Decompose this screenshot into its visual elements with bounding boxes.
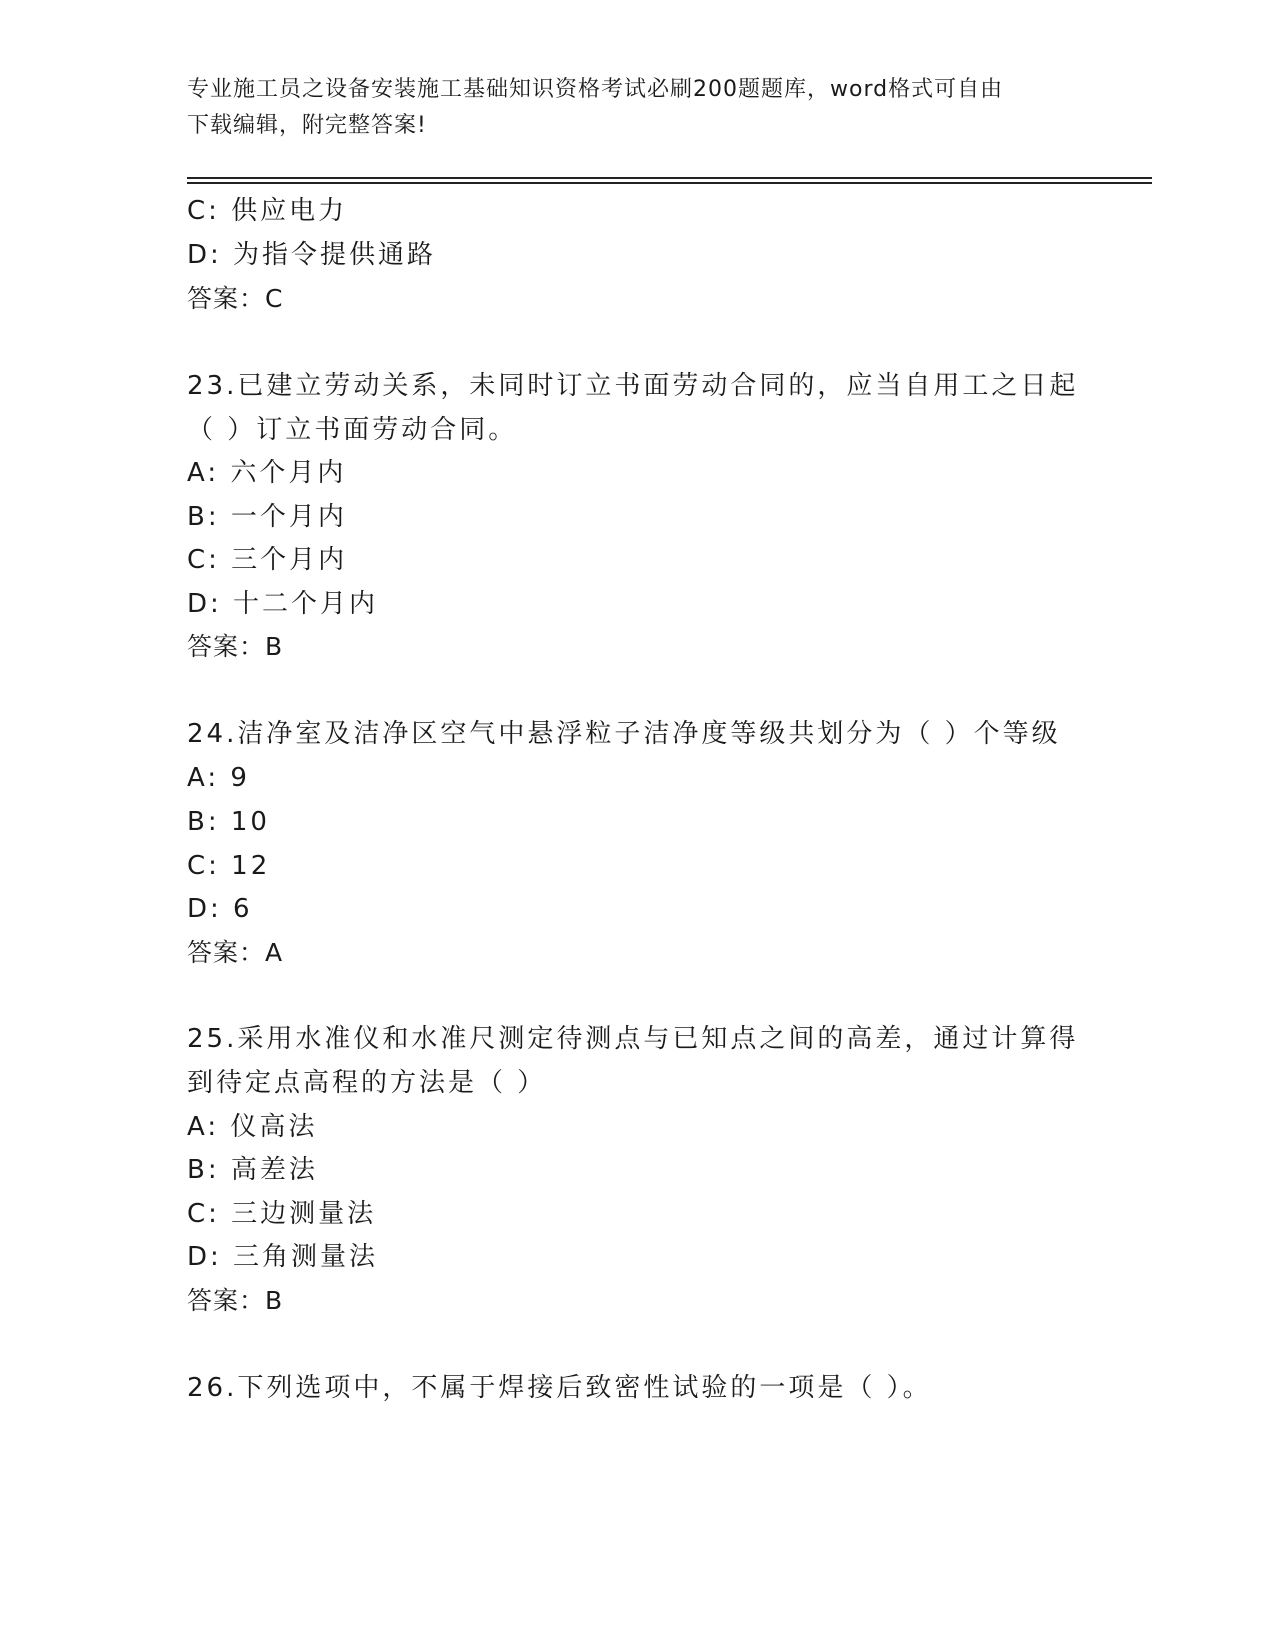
- q24-answer: 答案：A: [187, 938, 284, 967]
- q23-option-a: A: 六个月内: [187, 458, 347, 488]
- header-line-2: 下载编辑，附完整答案!: [187, 113, 427, 138]
- q23-answer: 答案：B: [187, 632, 284, 661]
- q23-option-d: D: 十二个月内: [187, 589, 379, 619]
- q23-option-c: C: 三个月内: [187, 545, 348, 575]
- q24-option-c: C: 12: [187, 851, 271, 881]
- q24-stem-line-1: 24.洁净室及洁净区空气中悬浮粒子洁净度等级共划分为（ ）个等级: [187, 719, 1061, 749]
- q23-stem-line-2: （ ）订立书面劳动合同。: [187, 415, 518, 445]
- q25-option-b: B: 高差法: [187, 1155, 318, 1185]
- q25-option-d: D: 三角测量法: [187, 1242, 379, 1272]
- q23-option-b: B: 一个月内: [187, 502, 347, 532]
- q25-option-a: A: 仪高法: [187, 1112, 318, 1142]
- q25-stem-line-1: 25.采用水准仪和水准尺测定待测点与已知点之间的高差，通过计算得: [187, 1024, 1079, 1054]
- q24-option-a: A: 9: [187, 763, 250, 793]
- header-divider-top: [187, 177, 1152, 179]
- q23-stem-line-1: 23.已建立劳动关系，未同时订立书面劳动合同的，应当自用工之日起: [187, 371, 1079, 401]
- document-header: [187, 72, 1087, 144]
- q25-answer: 答案：B: [187, 1286, 284, 1315]
- q26-stem-line-1: 26.下列选项中，不属于焊接后致密性试验的一项是（ ）。: [187, 1373, 932, 1403]
- q24-option-d: D: 6: [187, 894, 253, 924]
- q24-option-b: B: 10: [187, 807, 270, 837]
- header-line-1: 专业施工员之设备安装施工基础知识资格考试必刷200题题库，word格式可自由: [187, 77, 1004, 102]
- q25-stem-line-2: 到待定点高程的方法是（ ）: [187, 1068, 547, 1098]
- q22-option-c: C: 供应电力: [187, 196, 348, 226]
- header-divider-bottom: [187, 182, 1152, 184]
- q22-answer: 答案：C: [187, 284, 284, 313]
- q25-option-c: C: 三边测量法: [187, 1199, 377, 1229]
- q22-option-d: D: 为指令提供通路: [187, 240, 437, 270]
